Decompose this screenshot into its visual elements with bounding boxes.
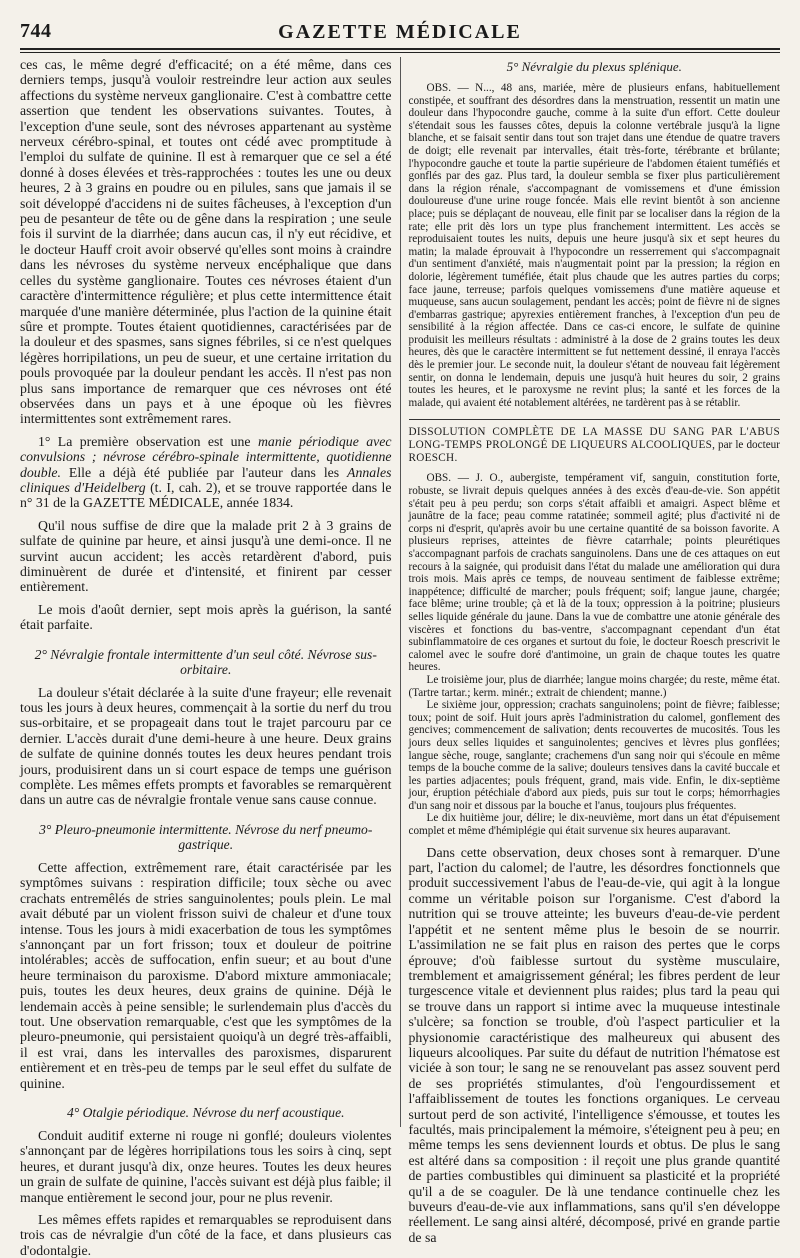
paragraph: Qu'il nous suffise de dire que la malade prit 2 à 3 grains de sulfate de quinine par heure, et ainsi jusqu'à une demi-once. Il ne survint aucun accident; les accès retardèrent d'abord, puis diminuèrent de durée et d'intensité, et finirent par cesser entièrement. xyxy=(20,517,392,595)
paragraph: Dans cette observation, deux choses sont à remarquer. D'une part, l'action du calomel; de l'autre, les désordres fonctionnels que produit successivement l'abus de l'eau-de-vie, qui agit à la longue comme un véritable poison sur l'organisme. C'est d'abord la nutrition qui se trouve atteinte; les buveurs d'eau-de-vie perdent l'appétit et ne sentent même plus le besoin de se nourrir. L'assimilation ne se fait plus en raison des pertes que le corps éprouve; d'où faiblesse surtout du système musculaire, tremblement et amaigrissement général; les fibres perdent de leur turgescence vitale et deviennent plus raides; plus tard la peau qui se trouve dans un rapport si intime avec la muqueuse intestinale s'ulcère; sa fonction se trouble, d'où l'aspect particulier et la physionomie caractéristique des malheureux qui abusent des liqueurs alcooliques. Par suite du défaut de nutrition l'hématose est viciée à son tour; le sang ne se renouvelant pas assez souvent perd de ses propriétés stimulantes, d'où l'engourdissement et l'affaiblissement de toutes les fonctions organiques. Le cerveau surtout perd de son activité, l'intelligence s'émousse, et toutes les facultés, mais principalement la mémoire, s'éteignent peu à peu; en même temps les sens deviennent lourds et obtus. De plus le sang est altéré dans sa composition : il reçoit une plus grande quantité de parties combustibles qui diminuent sa plasticité et la propriété qu'il a de se coaguler. De là une tendance continuelle chez les buveurs d'eau-de-vie aux inflammations, sans qu'il s'en développe réellement. Le sang ainsi altéré, décomposé, privé en grande partie de sa xyxy=(408,844,780,1245)
paragraph: Le mois d'août dernier, sept mois après la guérison, la santé était parfaite. xyxy=(20,601,392,633)
paragraph: Les mêmes effets rapides et remarquables se reproduisent dans trois cas de névralgie d'un côté de la face, et dans plusieurs cas d'odontalgie. xyxy=(20,1212,392,1258)
journal-title: GAZETTE MÉDICALE xyxy=(278,21,522,43)
page-number: 744 xyxy=(20,20,52,42)
section-heading: 3° Pleuro-pneumonie intermittente. Névrose du nerf pneumo-gastrique. xyxy=(39,821,373,852)
page-header xyxy=(20,16,780,46)
article-separator xyxy=(409,419,781,420)
section-heading: 4° Otalgie périodique. Névrose du nerf acoustique. xyxy=(66,1104,345,1120)
header-rule xyxy=(20,48,780,53)
paragraph: Le dix huitième jour, délire; le dix-neuvième, mort dans un état d'épuisement complet et même d'hémiplégie qui était survenue six heures auparavant. xyxy=(408,812,780,838)
observation-paragraph: OBS. — N..., 48 ans, mariée, mère de plusieurs enfans, habituellement constipée, et souffrant des désordres dans la menstruation, ressentit un matin une douleur dans l'hypocondre gauche, comme à la suite d'un effort. Cette douleur s'étendait sous les fausses côtes, depuis la colonne vertébrale jusqu'à la ligne blanche, et se faisait sentir dans tout son trajet dans une étendue de quatre travers de doigt; elle revenait par intervalles, était très-forte, térébrante et brûlante; l'hypocondre gauche et toute la partie supérieure de l'abdomen étaient tuméfiés et gonflés par des gaz. Plus tard, la douleur sembla se fixer plus particulièrement dans la région rénale, s'accompagnant de vomissemens et d'une émission douloureuse d'une urine rouge foncée. Mais elle revint bientôt à son ancienne place; puis se déplaçant de nouveau, elle finit par se localiser dans la région de la rate; elle prit dès lors un type plus franchement intermittent. Les accès se reproduisaient toutes les nuits, depuis une heure jusqu'à six et sept heures du matin; la malade éprouvait à l'hypocondre un resserrement qui s'accompagnait d'un sentiment d'anxiété, mais n'augmentait point par la pression; la région en dolorie, légèrement tuméfiée, était plus chaude que les autres parties du corps; face jaune, terreuse; parfois quelques vomissemens d'une matière aqueuse et muqueuse, sans aucun soulagement, pendant les accès; point de fièvre ni de signes d'embarras gastrique; apyrexies entièrement franches, à l'exception d'un peu de sensibilité à la région affectée. Dans ce cas-ci encore, le sulfate de quinine produisit les meilleurs résultats : administré à la dose de 2 grains toutes les deux heures, dès que le caractère intermittent se fut nettement dessiné, il enraya l'accès dès le premier jour. Le seconde nuit, la douleur s'étant de nouveau fait légèrement sentir, on donna le lendemain, depuis une jusqu'à huit heures du soir, 2 grains toutes les heures, et le paroxysme ne revint plus; la santé et les forces de la malade, qui avaient été notablement altérées, ne tardèrent pas à se rétablir. xyxy=(408,82,781,409)
article-title: DISSOLUTION COMPLÈTE DE LA MASSE DU SANG PAR L'ABUS LONG-TEMPS PROLONGÉ DE LIQUEURS ALCOOLIQUES, par le docteur ROESCH. xyxy=(408,426,781,465)
paragraph: Le sixième jour, oppression; crachats sanguinolens; point de fièvre; faiblesse; toux; point de soif. Huit jours après l'administration du calomel, gonflement des gencives; commencement de salivation; dents recouvertes de mucosités. Tous les jours deux selles liquides et sanguinolentes; gencives et lèvres plus gonflées; langue sèche, rouge, sanglante; crachemens d'un sang noir qui s'écoule en même temps de la bouche comme de la salive; douleurs tensives dans la cavité buccale et les parties adjacentes; pouls fréquent, grand, mais vide. Enfin, le dix-septième jour, éruption pétéchiale d'abord aux pieds, puis sur tout le corps; hémorrhagies d'un sang noir et dissous par la bouche et l'anus, toujours plus fréquentes. xyxy=(408,699,780,812)
right-column xyxy=(401,57,781,1245)
paragraph: Le troisième jour, plus de diarrhée; langue moins chargée; du reste, même état. (Tartre tartar.; kerm. minér.; extrait de chiendent; manne.) xyxy=(408,673,780,699)
paragraph: La douleur s'était déclarée à la suite d'une frayeur; elle revenait tous les jours à deux heures, commençait à la sortie du nerf du trou sus-orbitaire, et se propageait dans tout le trajet parcouru par ce dernier. L'accès durait d'une demi-heure à une heure. Deux grains de sulfate de quinine donnés toutes les deux heures pendant trois jours, produisirent dans un si court espace de temps une guérison complète. Les mêmes effets prompts et favorables se remarquèrent dans un autre cas de névralgie frontale venue sans cause connue. xyxy=(20,684,392,808)
article-columns xyxy=(20,57,781,1258)
section-heading: 2° Névralgie frontale intermittente d'un seul côté. Névrose sus-orbitaire. xyxy=(34,646,377,677)
left-column xyxy=(20,57,400,1258)
paragraph: Cette affection, extrêmement rare, était caractérisée par les symptômes suivans : respiration difficile; toux sèche ou avec crachats entremêlés de stries sanguinolentes; pouls plein. Le mal avait débuté par un violent frisson suivi de chaleur et d'une toux intense. Tous les jours à midi exacerbation de tous les symptômes s'annonçant par un fort frisson; toux et douleur de poitrine intolérables; accès de suffocation, enfin sueur; et au bout d'une heure terminaison du paroxisme. D'abord mixture ammoniacale; puis, toutes les deux heures, deux grains de quinine. Déjà le lendemain accès à peine sensible; le surlendemain plus d'accès du tout. Une observation remarquable, c'est que les symptômes de la pleuro-pneumonie, qui persistaient quoiqu'à un degré très-affaibli, il est vrai, dans les intervalles des paroxismes, disparurent entièrement et en très-peu de temps par le seul effet du sulfate de quinine. xyxy=(20,859,392,1091)
paragraph: ces cas, le même degré d'efficacité; on a été même, dans ces derniers temps, jusqu'à vouloir restreindre leur action aux seules affections du système nerveux ganglionaire. C'est à combattre cette assertion que tendent les observations suivantes. Toutes, à l'exception d'une seule, sont des névroses appartenant au système nerveux cérébro-spinal, et toutes ont cédé avec promptitude à l'emploi du sulfate de quinine. Il est à remarquer que ce sel a été donné à doses élevées et très-rapprochées : toutes les une ou deux heures, 2 à 3 grains en poudre ou en pilules, sans que jamais il se soit développé d'accidens ni de suites fâcheuses, à l'exception d'un peu de pesanteur de tête ou de gêne dans la respiration ; une seule fois il survint de la diarrhée; dans aucun cas, il n'y eut récidive, et le docteur Hauff croit avoir observé qu'elles sont moins à craindre dans les névroses du système nerveux encéphalique que dans celles du système ganglionaire. Toutes ces névroses étaient d'un caractère d'intermittence régulière; et plus cette intermittence était marquée d'une manière déterminée, plus l'action de la quinine était sûre et prompte. Toutes étaient quotidiennes, caractérisées par de la douleur et des spasmes, sans signes fébriles, si ce n'est quelques légères horripilations, un peu de sueur, et une certaine irritation du pouls provoquée par la douleur pendant les accès. Il n'est pas non plus sans importance de remarquer que ces névroses ont été observées dans un pays et à une époque où les fièvres intermittentes sont extrêmement rares. xyxy=(20,57,392,427)
observation-1-intro: 1° La première observation est une manie périodique avec convulsions ; névrose cérébro-spinale intermittente, quotidienne double. Elle a déjà été publiée par l'auteur dans les Annales cliniques d'Heidelberg (t. I, cah. 2), et se trouve rapportée dans le n° 31 de la GAZETTE MÉDICALE, année 1834. xyxy=(20,433,392,511)
section-heading: 5° Névralgie du plexus splénique. xyxy=(506,59,682,74)
paragraph: Conduit auditif externe ni rouge ni gonflé; douleurs violentes s'annonçant par de légères horripilations tous les soirs à cinq, sept heures, et durant jusqu'à dix, onze heures. Toutes les deux heures un grain de sulfate de quinine, l'accès suivant est déjà plus faible; il manque entièrement le second jour, pour ne plus revenir. xyxy=(20,1127,392,1205)
observation-paragraph: OBS. — J. O., aubergiste, tempérament vif, sanguin, constitution forte, robuste, se livrait depuis quelques années à des excès d'eau-de-vie. Son appétit s'était peu à peu perdu; son corps s'était affaibli et amaigri. Aspect blême et jaunâtre de la face; peau comme ratatinée; sommeil agité; plus d'activité ni de corps ni d'esprit, qu'après avoir bu une certaine quantité de sa boisson favorite. A plusieurs reprises, atteintes de fièvre catarrhale; points pleurétiques s'accompagnant parfois de crachats sanguinolens. Dans une de ces attaques on eut recours à la saignée, qui produisit dans l'état du malade une amélioration qui dura trois mois. Mais après ce temps, de nouveau sentiment de faiblesse extrême; inappétence; difficulté de marcher; pouls fréquent; soif; langue jaune, chargée; face blême; urine trouble; çà et là de la toux; oppression à la poitrine; plusieurs selles liquide générale du jaune. Dans la vue de combattre une atonie générale des viscères et fonctions du bas-ventre, s'accompagnant cependant d'un état subinflammatoire de ces organes et surtout du foie, le docteur Roesch prescrivit le calomel avec le soufre doré d'antimoine, un grain de chaque toutes les quatre heures. xyxy=(408,472,780,674)
